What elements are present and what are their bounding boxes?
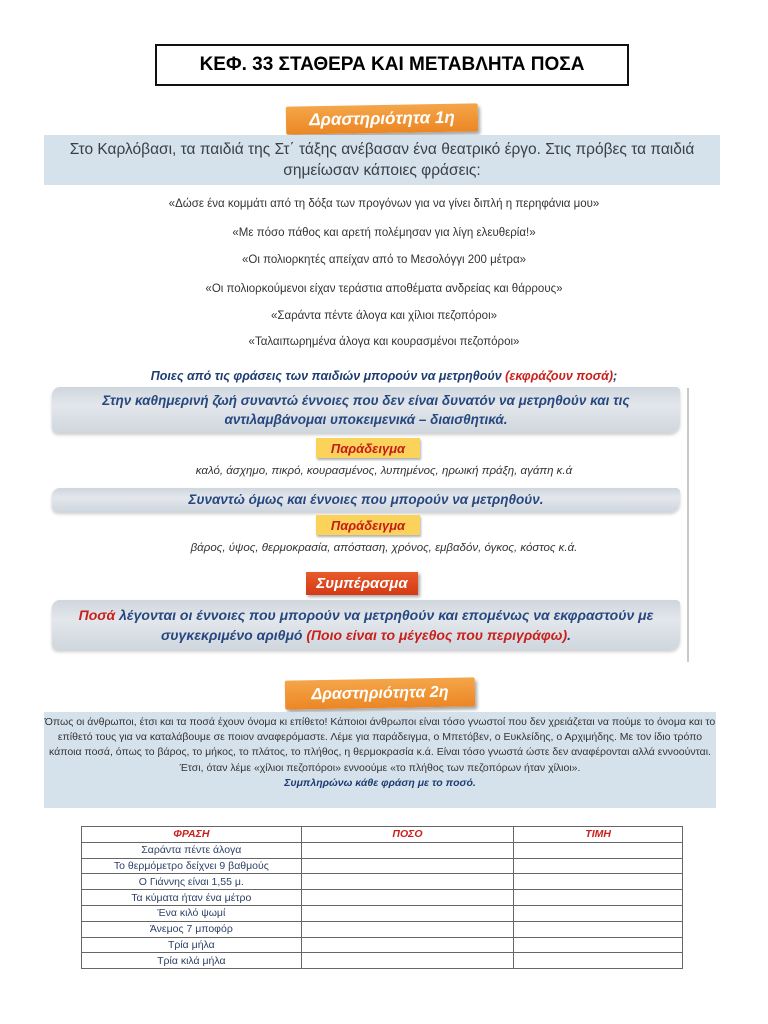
question-main: Ποιες από τις φράσεις των παιδιών μπορούν να μετρηθούν: [150, 369, 506, 383]
phrase-cell: Τρία κιλά μήλα: [82, 953, 302, 969]
table-header-row: [82, 827, 683, 843]
quantity-cell[interactable]: [301, 842, 514, 858]
note-measurable: Συναντώ όμως και έννοιες που μπορούν να μετρηθούν.: [52, 488, 680, 512]
quantity-cell[interactable]: [301, 905, 514, 921]
quote-1: «Δώσε ένα κομμάτι από τη δόξα των προγόνων για να γίνει διπλή η περηφάνια μου»: [168, 198, 600, 210]
quote-5: «Σαράντα πέντε άλογα και χίλιοι πεζοπόροι»: [270, 310, 498, 322]
activity-2-tag: Δραστηριότητα 2η: [285, 677, 475, 709]
value-cell[interactable]: [514, 858, 683, 874]
example-tag-1: Παράδειγμα: [316, 438, 420, 458]
table-row: [82, 953, 683, 969]
phrase-quantity-table: [81, 826, 683, 969]
table-row: [82, 905, 683, 921]
table-row: [82, 937, 683, 953]
conclusion-red-word: Ποσά: [78, 607, 116, 623]
question-end: ;: [613, 369, 618, 383]
value-cell[interactable]: [514, 905, 683, 921]
activity-1-intro: Στο Καρλόβασι, τα παιδιά της Στ΄ τάξης ανέβασαν ένα θεατρικό έργο. Στις πρόβες τα παιδιά σημείωσαν κάποιες φράσεις:: [44, 135, 720, 185]
example-tag-2: Παράδειγμα: [316, 515, 420, 535]
header-quantity: ΠΟΣΟ: [301, 827, 514, 843]
quantity-cell[interactable]: [301, 921, 514, 937]
example-1-text: καλό, άσχημο, πικρό, κουρασμένος, λυπημένος, ηρωική πράξη, αγάπη κ.ά: [195, 465, 573, 477]
value-cell[interactable]: [514, 953, 683, 969]
phrase-cell: Το θερμόμετρο δείχνει 9 βαθμούς: [82, 858, 302, 874]
conclusion-box: [52, 600, 680, 650]
quantity-cell[interactable]: [301, 874, 514, 890]
value-cell[interactable]: [514, 874, 683, 890]
conclusion-red-paren: (Ποιο είναι το μέγεθος που περιγράφω): [306, 627, 568, 643]
page-title: ΚΕΦ. 33 ΣΤΑΘΕΡΑ ΚΑΙ ΜΕΤΑΒΛΗΤΑ ΠΟΣΑ: [155, 44, 629, 86]
quote-3: «Οι πολιορκητές απείχαν από το Μεσολόγγι 200 μέτρα»: [241, 254, 527, 266]
note-unmeasurable: Στην καθημερινή ζωή συναντώ έννοιες που δεν είναι δυνατόν να μετρηθούν και τις αντιλαμβάνομαι υποκειμενικά – διαισθητικά.: [52, 387, 680, 433]
quote-2: «Με πόσο πάθος και αρετή πολέμησαν για λίγη ελευθερία!»: [232, 227, 536, 239]
question-red: (εκφράζουν ποσά): [505, 369, 614, 383]
phrase-cell: Ο Γιάννης είναι 1,55 μ.: [82, 874, 302, 890]
section-divider-line: [687, 388, 689, 662]
header-value: ΤΙΜΗ: [514, 827, 683, 843]
quantity-cell[interactable]: [301, 890, 514, 906]
activity-1-question: [0, 369, 768, 383]
activity-2-text: Όπως οι άνθρωποι, έτσι και τα ποσά έχουν όνομα κι επίθετο! Κάποιοι άνθρωποι είναι τόσο γνωστοί που δεν χρειάζεται να πούμε το όνομα και το επίθετό τους για να καταλάβουμε σε ποιον αναφερόμαστε. Λέμε για παράδειγμα, ο Μπετόβεν, ο Ευκλείδης, ο Αρχιμήδης. Με τον ίδιο τρόπο κάποια ποσά, όπως το βάρος, το μήκος, το πλάτος, το πλήθος, η θερμοκρασία κ.ά. Είναι τόσο γνωστά ώστε δεν αναφέρονται αλλά εννοούνται. Έτσι, όταν λέμε «χίλιοι πεζοπόροι» εννοούμε «το πλήθος των πεζοπόρων ήταν χίλιοι».: [44, 716, 716, 774]
phrase-cell: Σαράντα πέντε άλογα: [82, 842, 302, 858]
value-cell[interactable]: [514, 842, 683, 858]
quantity-cell[interactable]: [301, 858, 514, 874]
table-row: [82, 858, 683, 874]
quote-6: «Ταλαιπωρημένα άλογα και κουρασμένοι πεζοπόροι»: [248, 336, 520, 348]
value-cell[interactable]: [514, 937, 683, 953]
header-phrase: ΦΡΑΣΗ: [82, 827, 302, 843]
conclusion-text: λέγονται οι έννοιες που μπορούν να μετρηθούν και επομένως να εκφραστούν με συγκεκριμένο αριθμό: [115, 607, 654, 643]
example-2-text: βάρος, ύψος, θερμοκρασία, απόσταση, χρόνος, εμβαδόν, όγκος, κόστος κ.ά.: [190, 542, 578, 554]
conclusion-end: .: [567, 627, 572, 643]
value-cell[interactable]: [514, 890, 683, 906]
quantity-cell[interactable]: [301, 953, 514, 969]
phrase-cell: Τα κύματα ήταν ένα μέτρο: [82, 890, 302, 906]
activity-2-text-box: [44, 712, 716, 808]
activity-1-tag: Δραστηριότητα 1η: [286, 103, 478, 134]
table-row: [82, 842, 683, 858]
value-cell[interactable]: [514, 921, 683, 937]
activity-2-instruction: Συμπληρώνω κάθε φράση με το ποσό.: [284, 776, 476, 789]
phrase-cell: Ένα κιλό ψωμί: [82, 905, 302, 921]
table-row: [82, 921, 683, 937]
conclusion-tag: Συμπέρασμα: [306, 572, 418, 595]
quantity-cell[interactable]: [301, 937, 514, 953]
quote-4: «Οι πολιορκούμενοι είχαν τεράστια αποθέματα ανδρείας και θάρρους»: [205, 283, 563, 295]
phrase-cell: Τρία μήλα: [82, 937, 302, 953]
table-row: [82, 874, 683, 890]
phrase-cell: Άνεμος 7 μποφόρ: [82, 921, 302, 937]
table-row: [82, 890, 683, 906]
